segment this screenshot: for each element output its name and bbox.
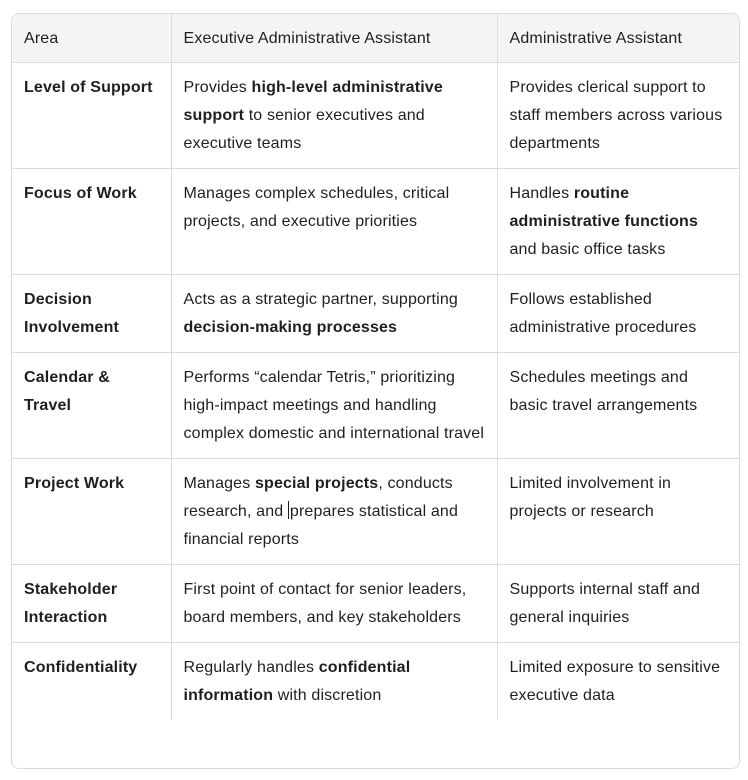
bold-text: high-level administrative support — [183, 79, 443, 124]
cell-text: Handles — [509, 185, 574, 202]
header-row — [12, 14, 739, 63]
cell-text: Schedules meetings and basic travel arrangements — [509, 369, 698, 414]
comparison-table-container — [11, 13, 740, 769]
cell-text: Performs “calendar Tetris,” prioritizing high-impact meetings and handling complex domestic and international travel — [183, 369, 485, 442]
area-cell: Level of Support — [12, 63, 171, 169]
cell-text: Limited involvement in projects or research — [509, 475, 672, 520]
cell-text: Regularly handles — [183, 659, 319, 676]
comparison-table — [12, 14, 739, 720]
cell-text: Limited exposure to sensitive executive data — [509, 659, 721, 704]
cell-text: to senior executives and executive teams — [183, 107, 425, 152]
bold-text: routine administrative functions — [509, 185, 699, 230]
cell-text: with discretion — [273, 687, 382, 704]
cell-text: Supports internal staff and general inquiries — [509, 581, 701, 626]
table-header — [12, 14, 739, 63]
bold-text: special projects — [254, 475, 379, 492]
table-row — [12, 643, 739, 721]
table-body — [12, 63, 739, 721]
area-cell: Focus of Work — [12, 169, 171, 275]
admin-cell — [497, 169, 739, 275]
admin-cell — [497, 459, 739, 565]
table-row — [12, 275, 739, 353]
cell-text: Acts as a strategic partner, supporting — [183, 291, 458, 308]
area-cell: Project Work — [12, 459, 171, 565]
cell-text: First point of contact for senior leaders, board members, and key stakeholders — [183, 581, 467, 626]
admin-cell — [497, 643, 739, 721]
area-cell: Stakeholder Interaction — [12, 565, 171, 643]
cell-text: , conducts research, and — [183, 475, 453, 520]
header-executive-admin-assistant: Executive Administrative Assistant — [171, 14, 497, 63]
executive-cell — [171, 169, 497, 275]
cell-text: Provides — [183, 79, 252, 96]
executive-cell — [171, 565, 497, 643]
executive-cell — [171, 353, 497, 459]
cell-text: prepares statistical and financial reports — [183, 503, 459, 548]
table-row — [12, 353, 739, 459]
table-row — [12, 459, 739, 565]
cell-text: Manages complex schedules, critical projects, and executive priorities — [183, 185, 450, 230]
cell-text: and basic office tasks — [509, 241, 666, 258]
area-cell: Decision Involvement — [12, 275, 171, 353]
admin-cell — [497, 565, 739, 643]
cell-text: Provides clerical support to staff members across various departments — [509, 79, 723, 152]
cell-text: Follows established administrative procedures — [509, 291, 697, 336]
cell-text: Manages — [183, 475, 255, 492]
bold-text: confidential information — [183, 659, 411, 704]
executive-cell — [171, 63, 497, 169]
header-area: Area — [12, 14, 171, 63]
table-row — [12, 565, 739, 643]
table-row — [12, 169, 739, 275]
executive-cell — [171, 275, 497, 353]
admin-cell — [497, 353, 739, 459]
table-row — [12, 63, 739, 169]
executive-cell — [171, 643, 497, 721]
admin-cell — [497, 275, 739, 353]
executive-cell — [171, 459, 497, 565]
admin-cell — [497, 63, 739, 169]
area-cell: Confidentiality — [12, 643, 171, 721]
area-cell: Calendar & Travel — [12, 353, 171, 459]
bold-text: decision-making processes — [183, 319, 398, 336]
header-admin-assistant: Administrative Assistant — [497, 14, 739, 63]
text-cursor — [288, 501, 289, 519]
